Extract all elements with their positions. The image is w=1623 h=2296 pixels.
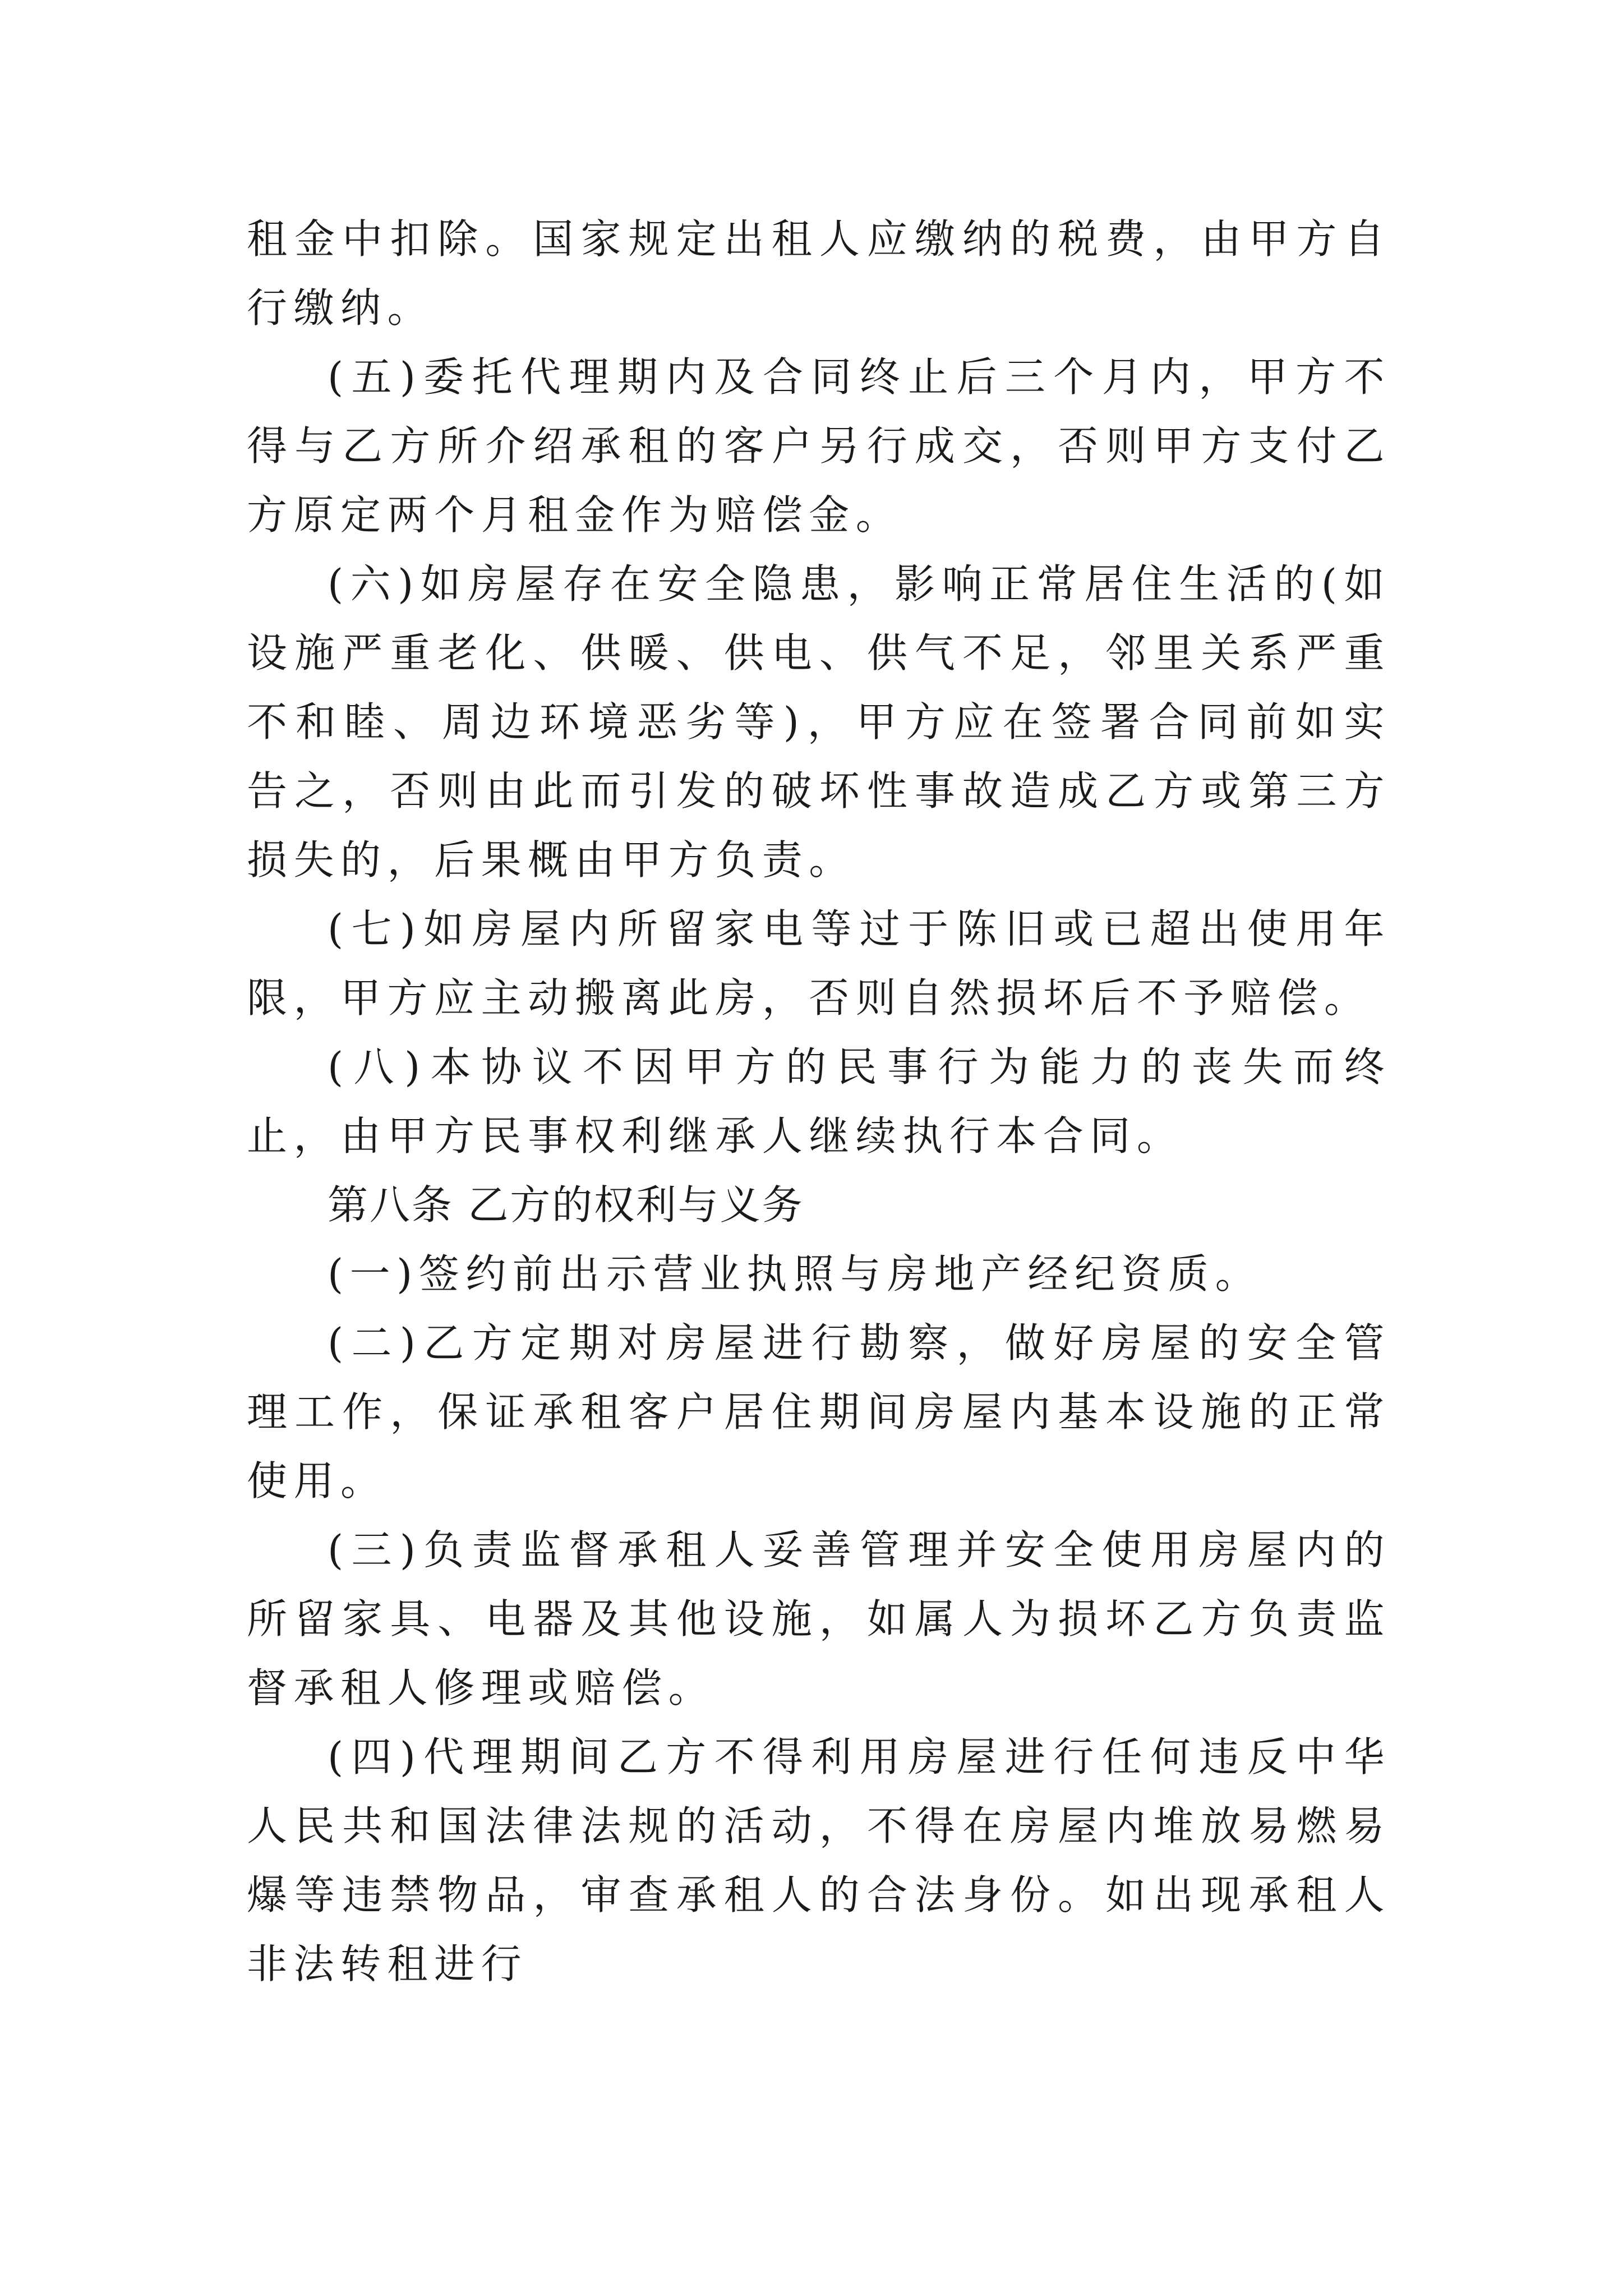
paragraph-clause-5: (五)委托代理期内及合同终止后三个月内，甲方不得与乙方所介绍承租的客户另行成交，否则甲方支付乙方原定两个月租金作为赔偿金。 <box>247 353 1391 539</box>
paragraph-clause-7: (七)如房屋内所留家电等过于陈旧或已超出使用年限，甲方应主动搬离此房，否则自然损坏后不予赔偿。 <box>247 905 1391 1022</box>
document-body <box>247 205 1391 1999</box>
paragraph-clause-6: (六)如房屋存在安全隐患，影响正常居住生活的(如设施严重老化、供暖、供电、供气不足，邻里关系严重不和睦、周边环境恶劣等)，甲方应在签署合同前如实告之，否则由此而引发的破坏性事故造成乙方或第三方损失的，后果概由甲方负责。 <box>247 560 1391 884</box>
paragraph-b-clause-3: (三)负责监督承租人妥善管理并安全使用房屋内的所留家具、电器及其他设施，如属人为损坏乙方负责监督承租人修理或赔偿。 <box>247 1526 1391 1711</box>
paragraph-b-clause-2: (二)乙方定期对房屋进行勘察，做好房屋的安全管理工作，保证承租客户居住期间房屋内基本设施的正常使用。 <box>247 1319 1391 1504</box>
paragraph-tax-continuation: 租金中扣除。国家规定出租人应缴纳的税费，由甲方自行缴纳。 <box>247 215 1391 332</box>
article-8-heading: 第八条 乙方的权利与义务 <box>328 1181 804 1228</box>
paragraph-clause-8: (八)本协议不因甲方的民事行为能力的丧失而终止，由甲方民事权利继承人继续执行本合同。 <box>247 1043 1391 1159</box>
paragraph-b-clause-1: (一)签约前出示营业执照与房地产经纪资质。 <box>328 1250 1262 1297</box>
paragraph-b-clause-4: (四)代理期间乙方不得利用房屋进行任何违反中华人民共和国法律法规的活动，不得在房屋内堆放易燃易爆等违禁物品，审查承租人的合法身份。如出现承租人非法转租进行 <box>247 1733 1391 1987</box>
